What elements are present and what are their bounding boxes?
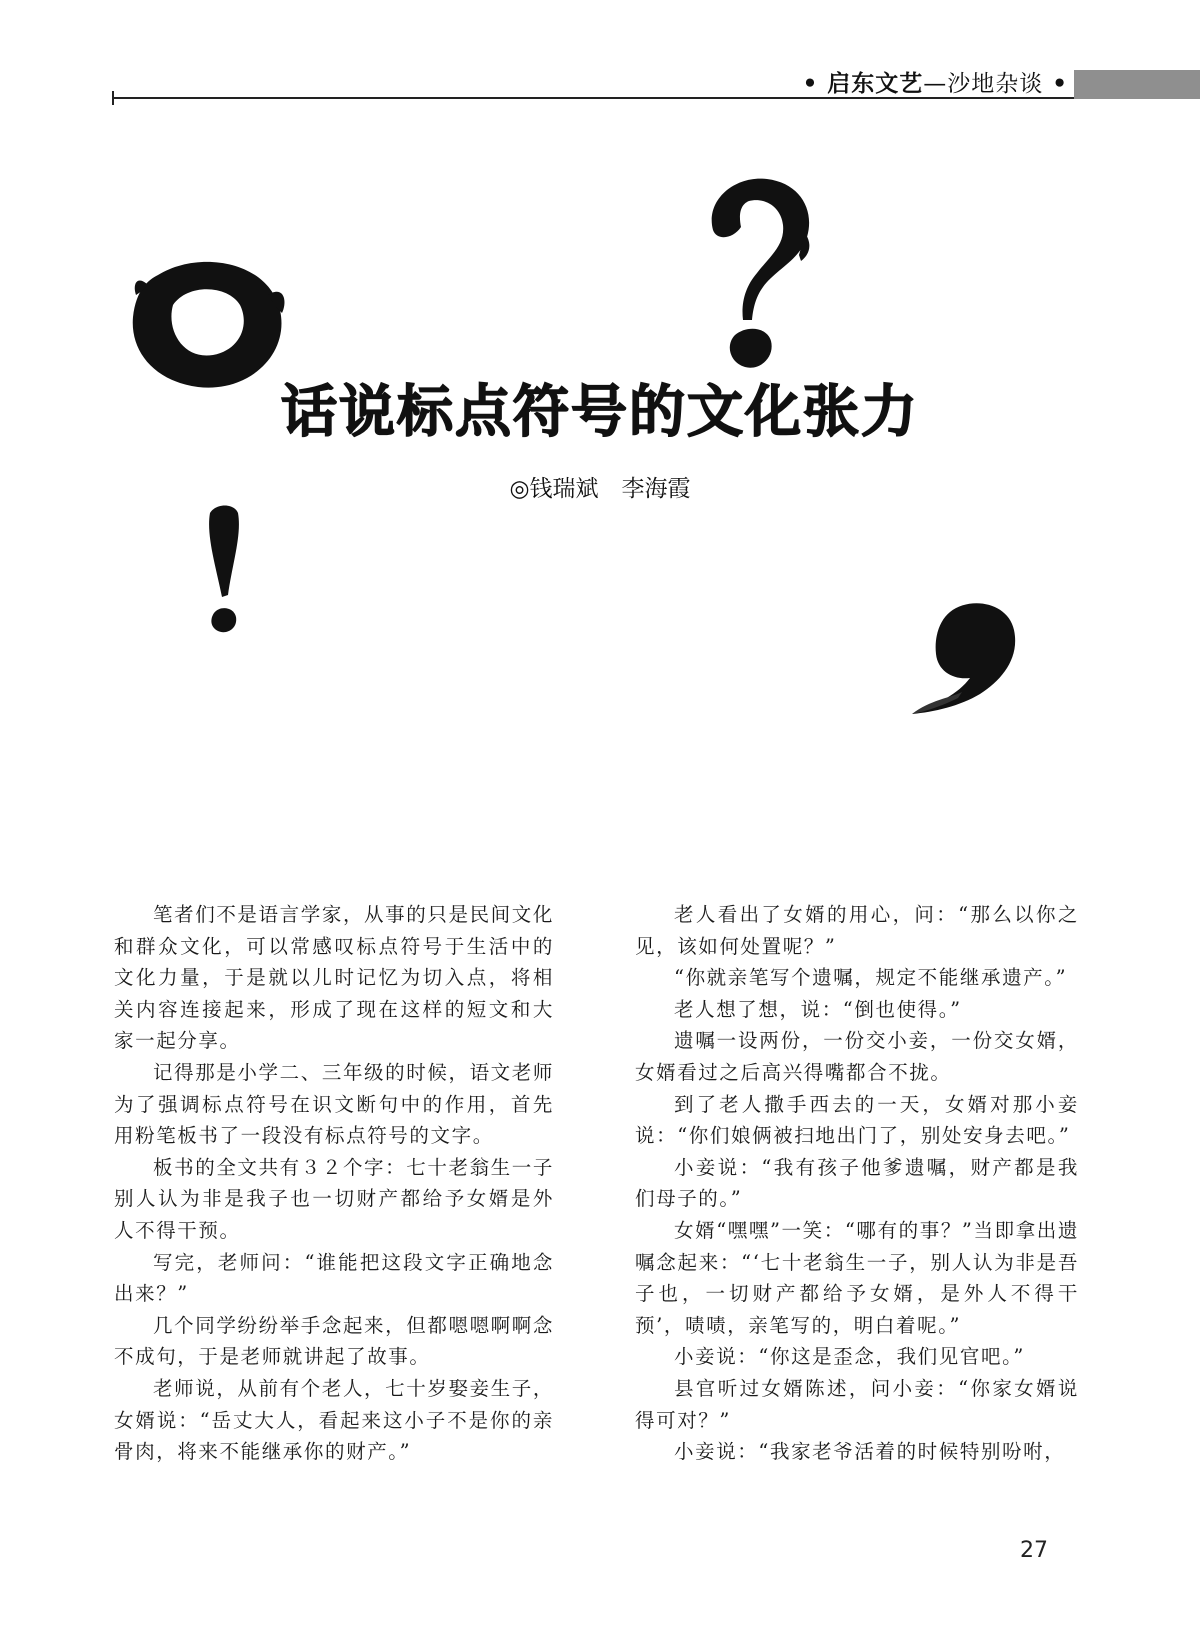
paragraph: “你就亲笔写个遗嘱，规定不能继承遗产。” [674, 966, 1068, 990]
paragraph: 遗嘱一设两份，一份交小妾，一份交女婿，女婿看过之后高兴得嘴都合不拢。 [635, 1029, 1079, 1084]
section-name: 沙地杂谈 [947, 71, 1044, 97]
header-bullet-right: • [1052, 71, 1068, 97]
paragraph: 县官听过女婿陈述，问小妾：“你家女婿说得可对？” [635, 1376, 1079, 1432]
article-byline: ◎钱瑞斌 李海霞 [509, 476, 691, 502]
header-gray-bar [1074, 70, 1200, 99]
running-header [803, 70, 1068, 99]
header-bullet-left: • [802, 71, 819, 97]
page-number: 27 [1020, 1538, 1048, 1563]
paragraph: 板书的全文共有３２个字：七十老翁生一子别人认为非是我子也一切财产都给予女婿是外人不得干预。 [114, 1155, 554, 1242]
paragraph: 几个同学纷纷举手念起来，但都嗯嗯啊啊念不成句，于是老师就讲起了故事。 [114, 1313, 554, 1369]
article-title: 话说标点符号的文化张力 [281, 380, 919, 445]
paragraph: 小妾说：“你这是歪念，我们见官吧。” [674, 1345, 1025, 1369]
exclamation-mark-brush-icon [200, 505, 250, 635]
left-column [114, 899, 554, 1468]
magazine-name: 启东文艺 [827, 71, 924, 97]
comma-brush-icon [910, 600, 1020, 715]
paragraph: 小妾说：“我有孩子他爹遗嘱，财产都是我们母子的。” [635, 1155, 1079, 1211]
paragraph: 写完，老师问：“谁能把这段文字正确地念出来？” [114, 1250, 554, 1306]
header-separator: — [923, 71, 948, 97]
paragraph: 老人看出了女婿的用心，问：“那么以你之见，该如何处置呢？” [635, 903, 1079, 958]
paragraph: 老人想了想，说：“倒也使得。” [674, 997, 962, 1021]
question-mark-brush-icon [705, 175, 815, 375]
right-column [635, 899, 1079, 1468]
paragraph: 老师说，从前有个老人，七十岁娶妾生子，女婿说：“岳丈大人，看起来这小子不是你的亲骨肉，将来不能继承你的财产。” [114, 1376, 554, 1464]
paragraph: 女婿“嘿嘿”一笑：“哪有的事？”当即拿出遗嘱念起来：“‘七十老翁生一子，别人认为非是吾子也，一切财产都给予女婿，是外人不得干预’，啧啧，亲笔写的，明白着呢。” [635, 1218, 1079, 1337]
paragraph: 小妾说：“我家老爷活着的时候特别吩咐， [674, 1440, 1066, 1464]
paragraph: 笔者们不是语言学家，从事的只是民间文化和群众文化，可以常感叹标点符号于生活中的文化力量，于是就以儿时记忆为切入点，将相关内容连接起来，形成了现在这样的短文和大家一起分享。 [114, 903, 554, 1053]
paragraph: 到了老人撒手西去的一天，女婿对那小妾说：“你们娘俩被扫地出门了，别处安身去吧。” [635, 1092, 1079, 1148]
paragraph: 记得那是小学二、三年级的时候，语文老师为了强调标点符号在识文断句中的作用，首先用粉笔板书了一段没有标点符号的文字。 [114, 1060, 554, 1148]
